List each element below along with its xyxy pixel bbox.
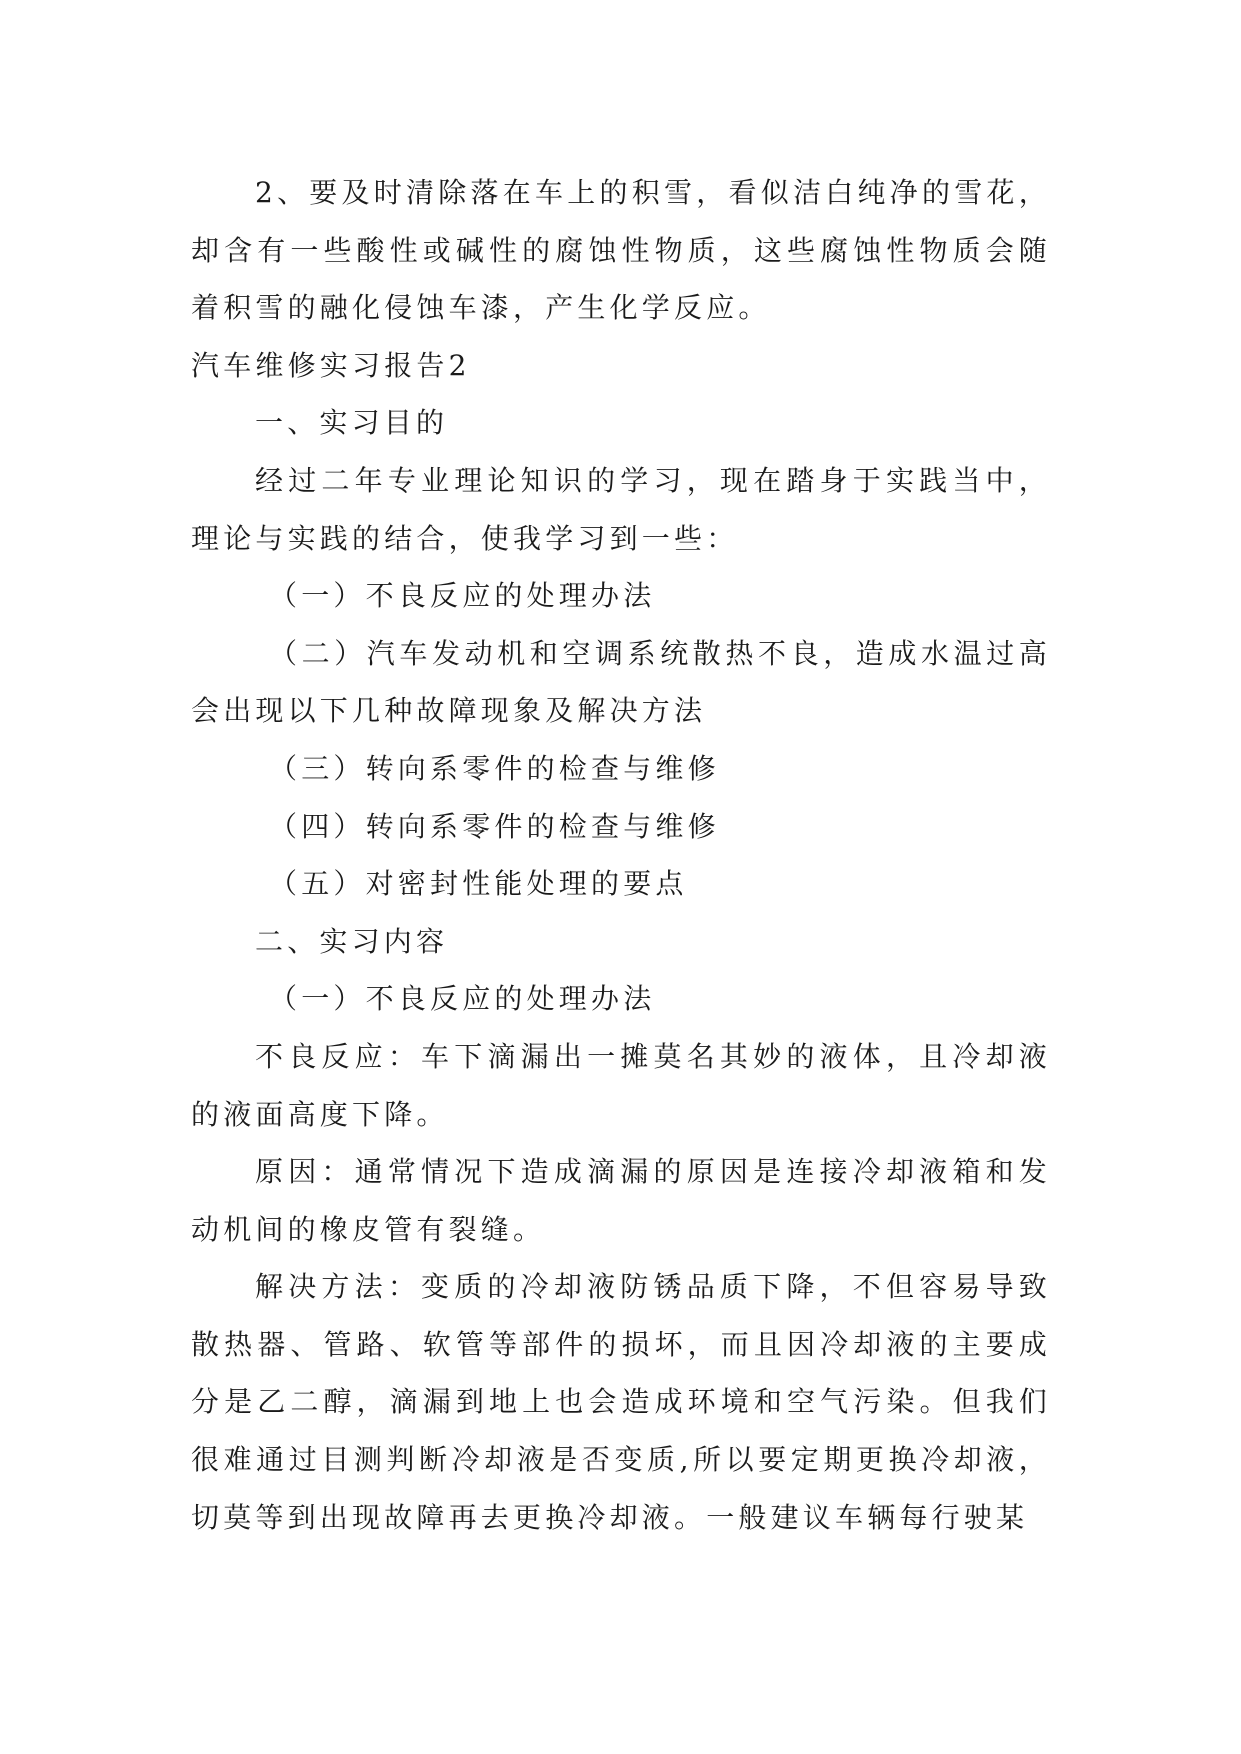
subsection-heading-adverse: （一）不良反应的处理办法 — [269, 982, 656, 1016]
document-body — [191, 164, 1051, 1546]
paragraph-purpose-intro: 经过二年专业理论知识的学习，现在踏身于实践当中，理论与实践的结合，使我学习到一些： — [191, 463, 1051, 555]
section-heading-content: 二、实习内容 — [255, 924, 449, 958]
section-heading-purpose: 一、实习目的 — [255, 406, 449, 440]
paragraph-cause: 原因：通常情况下造成滴漏的原因是连接冷却液箱和发动机间的橡皮管有裂缝。 — [191, 1155, 1051, 1246]
list-item-1: （一）不良反应的处理办法 — [269, 579, 656, 613]
paragraph-adverse-reaction: 不良反应：车下滴漏出一摊莫名其妙的液体，且冷却液的液面高度下降。 — [191, 1039, 1051, 1131]
paragraph-solution: 解决方法：变质的冷却液防锈品质下降，不但容易导致散热器、管路、软管等部件的损坏，而且因冷却液的主要成分是乙二醇，滴漏到地上也会造成环境和空气污染。但我们很难通过目测判断冷却液是否变质,所以要定期更换冷却液，切莫等到出现故障再去更换冷却液。一般建议车辆每行驶某 — [191, 1270, 1051, 1534]
list-item-4: （四）转向系零件的检查与维修 — [269, 809, 720, 843]
list-item-5: （五）对密封性能处理的要点 — [269, 867, 688, 901]
report-title: 汽车维修实习报告2 — [191, 348, 471, 382]
list-item-3: （三）转向系零件的检查与维修 — [269, 751, 720, 785]
paragraph-snow-removal: 2、要及时清除落在车上的积雪，看似洁白纯净的雪花，却含有一些酸性或碱性的腐蚀性物质，这些腐蚀性物质会随着积雪的融化侵蚀车漆，产生化学反应。 — [191, 176, 1051, 325]
list-item-2: （二）汽车发动机和空调系统散热不良，造成水温过高会出现以下几种故障现象及解决方法 — [191, 636, 1051, 728]
